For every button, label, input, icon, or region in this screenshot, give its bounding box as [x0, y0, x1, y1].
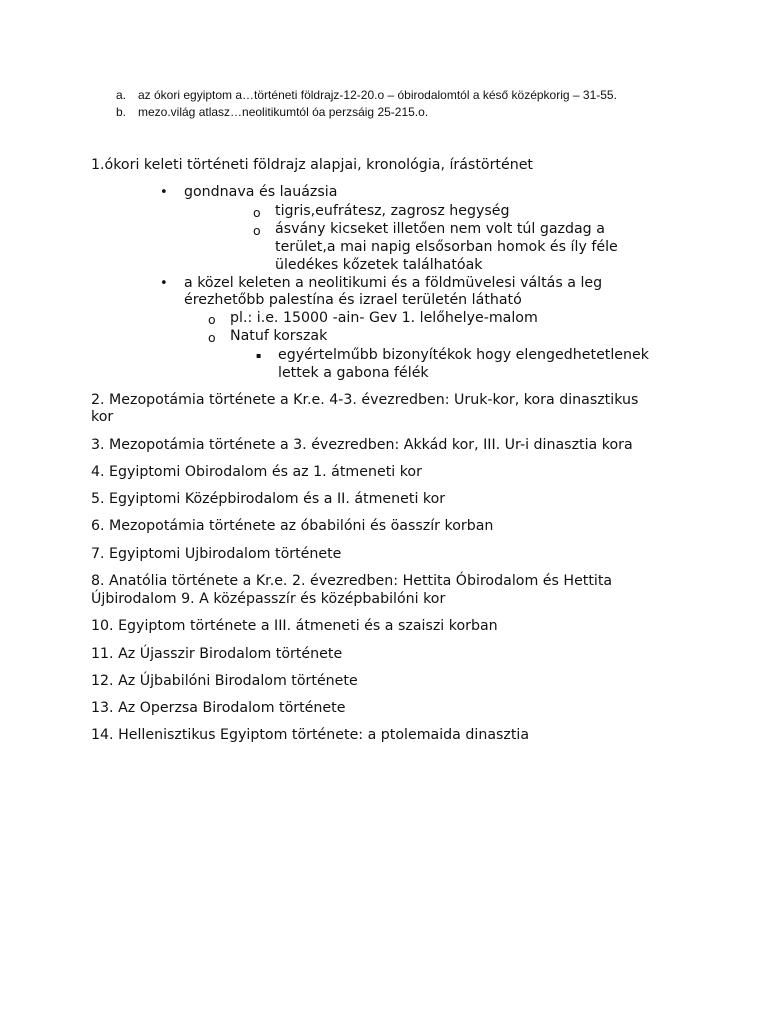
topic-line: 5. Egyiptomi Középbirodalom és a II. átmeneti kor	[91, 491, 446, 507]
topic-line: 14. Hellenisztikus Egyiptom története: a ptolemaida dinasztia	[91, 727, 530, 743]
bullet-text: a közel keleten a neolitikumi és a földmüvelesi váltás a leg	[184, 275, 603, 291]
topic-line: Újbirodalom 9. A középasszír és középbabilóni kor	[91, 591, 446, 607]
sub-bullet-text: tigris,eufrátesz, zagrosz hegység	[275, 203, 510, 219]
topic-line: 11. Az Újasszir Birodalom története	[91, 646, 343, 662]
bullet-marker: •	[160, 276, 168, 291]
reference-list	[0, 87, 768, 121]
sub-bullet-text: ásvány kicseket illetően nem volt túl gazdag a	[275, 221, 605, 237]
topic-line: 4. Egyiptomi Obirodalom és az 1. átmeneti kor	[91, 464, 422, 480]
bullet-text: érezhetőbb palestína és izrael területén látható	[184, 292, 522, 308]
section-heading: 1.ókori keleti történeti földrajz alapjai, kronológia, írástörténet	[91, 157, 533, 173]
topic-line: 2. Mezopotámia története a Kr.e. 4-3. évezredben: Uruk-kor, kora dinasztikus	[91, 392, 639, 408]
topic-line: 6. Mezopotámia története az óbabilóni és öasszír korban	[91, 518, 494, 534]
reference-marker: a.	[116, 88, 127, 102]
bullet-marker: •	[160, 185, 168, 200]
topic-line: kor	[91, 409, 114, 425]
sub-sub-bullet-text: egyértelműbb bizonyítékok hogy elengedhetetlenek	[278, 347, 649, 363]
topic-line: 7. Egyiptomi Ujbirodalom története	[91, 546, 342, 562]
topic-line: 3. Mezopotámia története a 3. évezredben: Akkád kor, III. Ur-i dinasztia kora	[91, 437, 633, 453]
reference-text: mezo.világ atlasz…neolitikumtól óa perzsáig 25-215.o.	[138, 105, 429, 119]
circle-marker: o	[208, 330, 216, 345]
sub-bullet-text: pl.: i.e. 15000 -ain- Gev 1. lelőhelye-malom	[230, 310, 538, 326]
square-marker: ▪	[256, 351, 262, 360]
sub-bullet-text: terület,a mai napig elsősorban homok és íly féle	[275, 239, 618, 255]
reference-text: az ókori egyiptom a…történeti földrajz-12-20.o – óbirodalomtól a késő középkorig – 31-55.	[138, 88, 617, 102]
sub-sub-bullet-text: lettek a gabona félék	[278, 365, 429, 381]
sub-bullet-text: Natuf korszak	[230, 328, 328, 344]
topic-line: 13. Az Operzsa Birodalom története	[91, 700, 346, 716]
circle-marker: o	[253, 223, 261, 238]
topic-line: 12. Az Újbabilóni Birodalom története	[91, 673, 358, 689]
reference-marker: b.	[116, 105, 127, 119]
reference-item	[0, 104, 768, 121]
sub-bullet-text: üledékes kőzetek találhatóak	[275, 257, 483, 273]
topic-line: 8. Anatólia története a Kr.e. 2. évezredben: Hettita Óbirodalom és Hettita	[91, 573, 613, 589]
bullet-text: gondnava és lauázsia	[184, 184, 338, 200]
topic-line: 10. Egyiptom története a III. átmeneti és a szaiszi korban	[91, 618, 498, 634]
circle-marker: o	[208, 312, 216, 327]
circle-marker: o	[253, 205, 261, 220]
reference-item	[0, 87, 768, 104]
